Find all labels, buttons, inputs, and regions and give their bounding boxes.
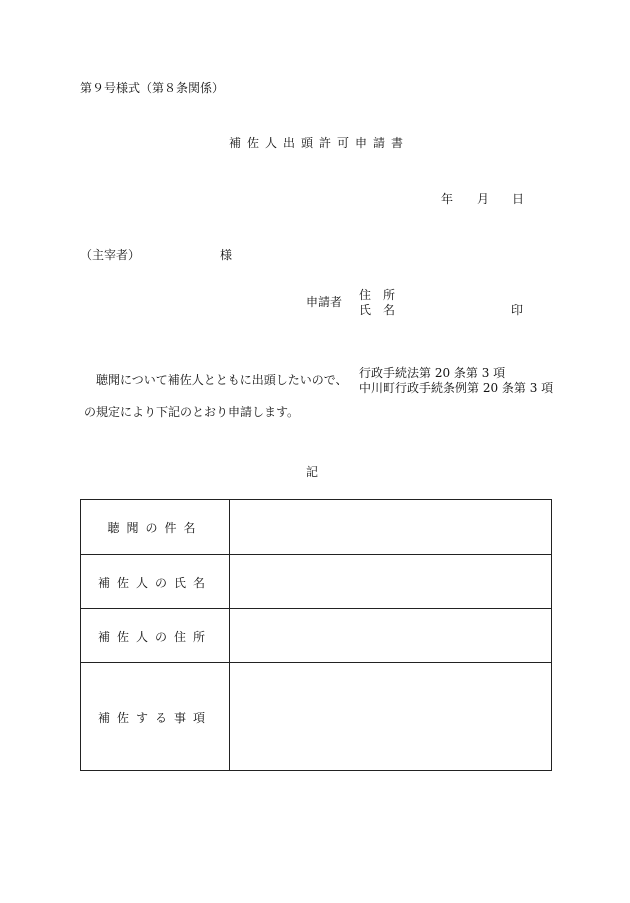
form-number: 第９号様式（第８条関係） — [80, 81, 225, 95]
row-label-assistant-address: 補佐人の住所 — [97, 629, 212, 644]
document-title: 補佐人出頭許可申請書 — [229, 136, 410, 150]
body-line-2: の規定により下記のとおり申請します。 — [84, 405, 300, 419]
applicant-address-label: 住 所 — [359, 288, 396, 302]
table-row — [81, 662, 551, 771]
body-line-1: 聴聞について補佐人とともに出頭したいので、 — [96, 373, 348, 387]
law-reference-2: 中川町行政手続条例第 20 条第 3 項 — [359, 381, 554, 395]
assistant-name-field[interactable] — [230, 555, 551, 609]
table-row — [81, 554, 551, 609]
request-details-table — [80, 499, 552, 771]
date-year: 年 — [441, 192, 454, 206]
row-label-assistant-name: 補佐人の氏名 — [97, 575, 212, 590]
date-day: 日 — [512, 192, 525, 206]
table-row — [81, 500, 551, 554]
table-row — [81, 608, 551, 663]
ki-heading: 記 — [306, 465, 319, 479]
addressee-honorific: 様 — [220, 248, 233, 262]
seal-mark: 印 — [511, 303, 524, 317]
row-label-hearing-subject: 聴聞の件名 — [107, 520, 203, 535]
date-month: 月 — [477, 192, 490, 206]
applicant-name-label: 氏 名 — [359, 303, 396, 317]
assistant-address-field[interactable] — [230, 609, 551, 663]
applicant-label: 申請者 — [306, 295, 343, 309]
assistance-matters-field[interactable] — [230, 663, 551, 771]
hearing-subject-field[interactable] — [230, 500, 551, 554]
row-label-assistance-matters: 補佐する事項 — [97, 710, 212, 725]
law-reference-1: 行政手続法第 20 条第 3 項 — [359, 366, 506, 380]
addressee-label: （主宰者） — [80, 248, 141, 262]
